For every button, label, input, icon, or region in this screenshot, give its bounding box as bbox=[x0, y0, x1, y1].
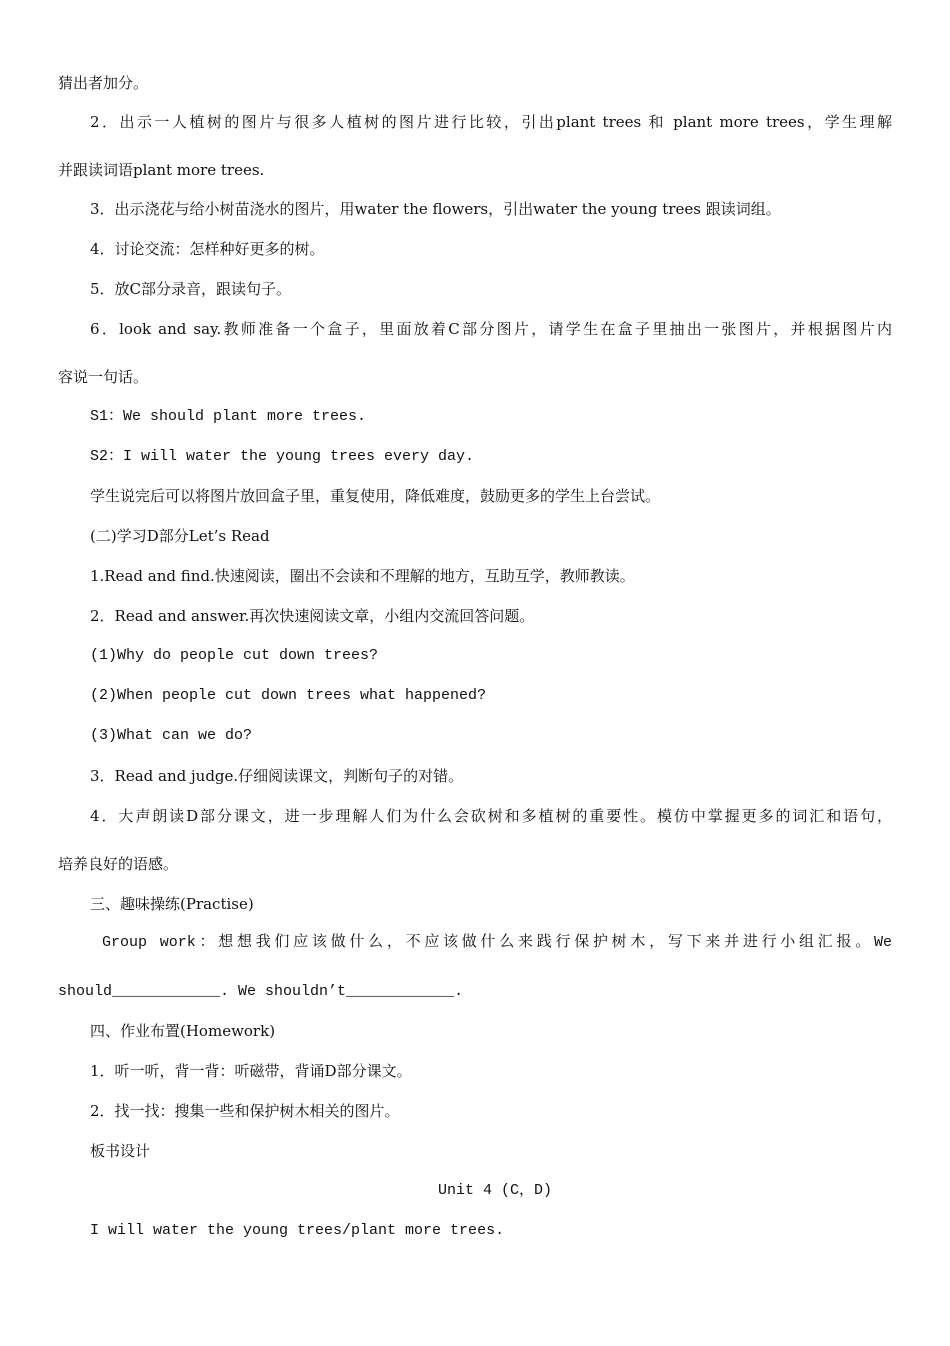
text-line: 并跟读词语plant more trees. bbox=[58, 161, 265, 179]
board-sentence: I will water the young trees/plant more trees. bbox=[90, 1222, 505, 1239]
fill-in-line: should____________. We shouldn’t____________. bbox=[58, 983, 464, 1000]
text-line: 4．大声朗读D部分课文，进一步理解人们为什么会砍树和多植树的重要性。模仿中掌握更多的词汇和语句， bbox=[90, 807, 892, 825]
question-line: (3)What can we do? bbox=[90, 727, 253, 744]
text-line: 1．听一听，背一背：听磁带，背诵D部分课文。 bbox=[90, 1062, 412, 1080]
board-title: Unit 4 (C，D) bbox=[437, 1182, 553, 1199]
text-line: 4．讨论交流：怎样种好更多的树。 bbox=[90, 240, 325, 258]
section-heading: (二)学习D部分Let’s Read bbox=[90, 527, 270, 545]
text-line: 2．Read and answer.再次快速阅读文章，小组内交流回答问题。 bbox=[90, 607, 535, 625]
text-line: 培养良好的语感。 bbox=[58, 855, 179, 873]
text-line: 2．找一找：搜集一些和保护树木相关的图片。 bbox=[90, 1102, 400, 1120]
text-line: 容说一句话。 bbox=[58, 368, 149, 386]
section-heading: 三、趣味操练(Practise) bbox=[90, 895, 254, 913]
text-line: 5．放C部分录音，跟读句子。 bbox=[90, 280, 292, 298]
dialogue-line: S2：I will water the young trees every day. bbox=[90, 448, 475, 465]
text-line: Group work：想想我们应该做什么，不应该做什么来践行保护树木，写下来并进行小组汇报。We bbox=[102, 934, 892, 951]
question-line: (1)Why do people cut down trees? bbox=[90, 647, 379, 664]
question-line: (2)When people cut down trees what happened? bbox=[90, 687, 487, 704]
text-line: 2．出示一人植树的图片与很多人植树的图片进行比较，引出plant trees 和 plant more trees，学生理解 bbox=[90, 113, 892, 131]
text-line: 6．look and say.教师准备一个盒子，里面放着C部分图片，请学生在盒子里抽出一张图片，并根据图片内 bbox=[90, 320, 892, 338]
text-line: 学生说完后可以将图片放回盒子里，重复使用，降低难度，鼓励更多的学生上台尝试。 bbox=[90, 487, 661, 505]
board-design-heading: 板书设计 bbox=[90, 1142, 151, 1160]
text-line: 猜出者加分。 bbox=[58, 74, 149, 92]
section-heading: 四、作业布置(Homework) bbox=[90, 1022, 276, 1040]
text-line: 3．出示浇花与给小树苗浇水的图片，用water the flowers，引出water the young trees 跟读词组。 bbox=[90, 200, 781, 218]
dialogue-line: S1：We should plant more trees. bbox=[90, 408, 367, 425]
text-line: 1.Read and find.快速阅读，圈出不会读和不理解的地方，互助互学，教师教读。 bbox=[90, 567, 635, 585]
text-line: 3．Read and judge.仔细阅读课文，判断句子的对错。 bbox=[90, 767, 464, 785]
